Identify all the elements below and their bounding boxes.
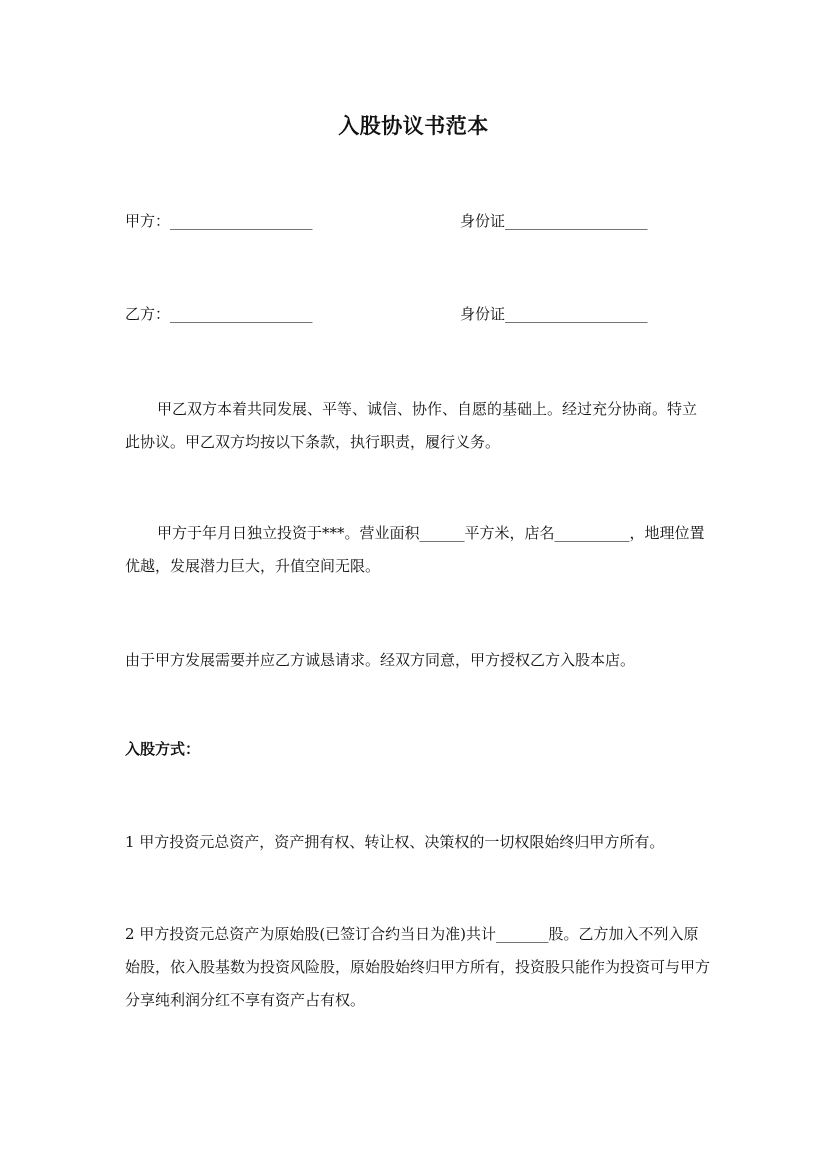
paragraph-principles: 甲乙双方本着共同发展、平等、诚信、协作、自愿的基础上。经过充分协商。特立此协议。甲乙双方均按以下条款，执行职责，履行义务。 — [125, 400, 698, 451]
party-a-label: 甲方：___________________ — [125, 212, 313, 230]
section-heading-share-method: 入股方式： — [125, 740, 201, 758]
party-b-id-label: 身份证___________________ — [460, 305, 648, 323]
paragraph-authorization: 由于甲方发展需要并应乙方诚恳请求。经双方同意，甲方授权乙方入股本店。 — [125, 651, 636, 669]
document-title: 入股协议书范本 — [338, 113, 489, 138]
clause-1: 1 甲方投资元总资产，资产拥有权、转让权、决策权的一切权限始终归甲方所有。 — [125, 833, 665, 851]
party-a-id-label: 身份证___________________ — [460, 212, 648, 230]
party-b-label: 乙方：___________________ — [125, 305, 313, 323]
party-b-row — [125, 303, 725, 327]
paragraph-investment: 甲方于年月日独立投资于***。营业面积______平方米，店名__________，地理位置优越，发展潜力巨大，升值空间无限。 — [125, 524, 705, 575]
party-a-row — [125, 210, 725, 234]
clause-2: 2 甲方投资元总资产为原始股(已签订合约当日为准)共计_______股。乙方加入不列入原始股，依入股基数为投资风险股，原始股始终归甲方所有，投资股只能作为投资可与甲方分享纯利润分红不享有资产占有权。 — [125, 925, 711, 1009]
